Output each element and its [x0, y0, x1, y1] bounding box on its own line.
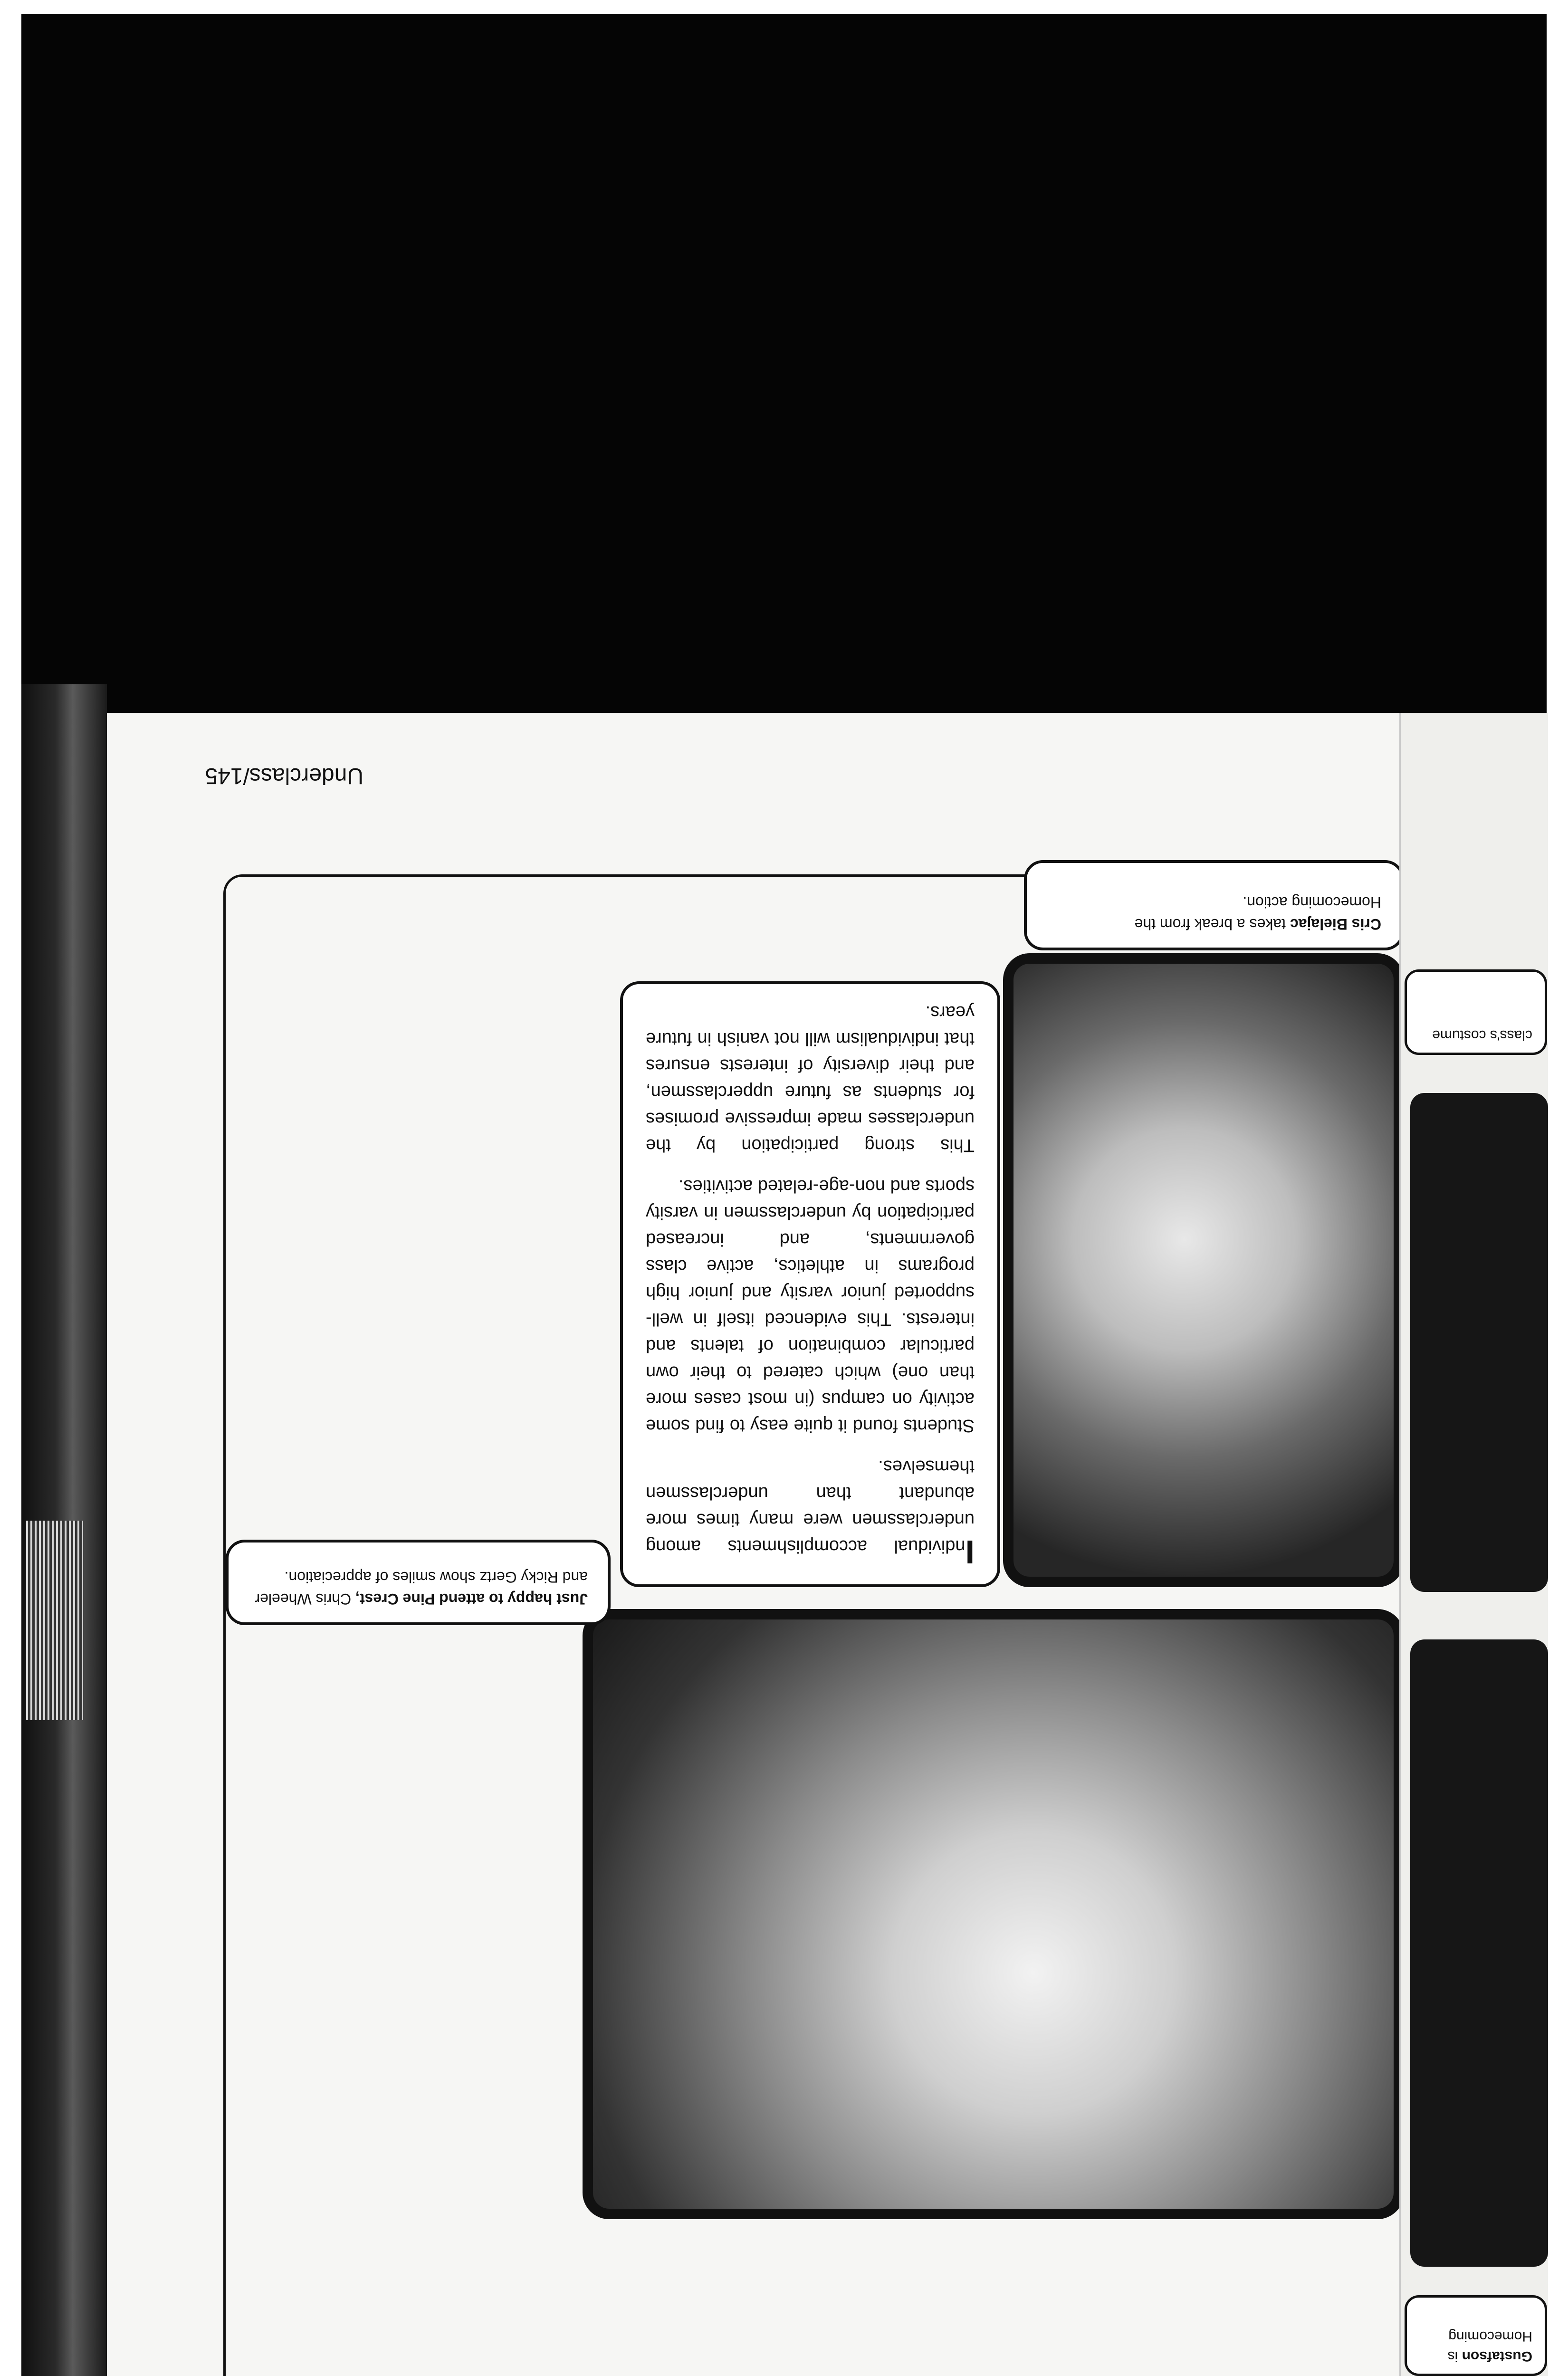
opposite-caption-bottom — [1405, 2295, 1547, 2376]
opposite-caption-word: is — [1447, 2348, 1458, 2364]
caption-name: Cris Bielajac — [1290, 916, 1381, 933]
opposite-caption-line2: Homecoming — [1448, 2328, 1532, 2344]
caption-text: Chris Wheeler and Ricky Gertz show smiles of appreciation. — [255, 1569, 588, 1608]
photo-cris-bielajac — [1003, 953, 1404, 1587]
rotated-content — [107, 713, 1423, 2376]
drop-cap: I — [965, 1533, 975, 1571]
page-folio: Underclass/145 — [205, 763, 363, 788]
opposite-photo-bottom — [1410, 1639, 1548, 2267]
spine-marks — [26, 1521, 83, 1720]
paragraph-1-text: ndividual accomplishments among underclassmen were many times more abundant than underclassmen themselves. — [646, 1456, 975, 1556]
caption-cris-bielajac — [1024, 860, 1404, 950]
caption-text: takes a break from the Homecoming action. — [1134, 894, 1381, 933]
opposite-caption-text: class's costume — [1432, 1027, 1532, 1043]
caption-wheeler-gertz — [226, 1540, 611, 1625]
paragraph-3: This strong participation by the underclasses made impressive promises for students as future upperclassmen, and their diversity of interests ensures that individualism will not vanish in future years. — [646, 1002, 975, 1155]
opposite-page-edge — [1399, 713, 1548, 2376]
opposite-caption-name: Gustafson — [1462, 2348, 1532, 2364]
photo-chris-wheeler-ricky-gertz — [583, 1609, 1404, 2219]
yearbook-page — [107, 713, 1423, 2376]
opposite-caption-top — [1405, 969, 1547, 1055]
paragraph-1 — [646, 1453, 975, 1571]
opposite-photo-top — [1410, 1093, 1548, 1592]
paragraph-2: Students found it quite easy to find some activity on campus (in most cases more than one) which catered to their own particular combination of talents and interests. This evidenced itself in well-supported junior varsity and junior high programs in athletics, active class governments, and increased participation by underclassmen in varsity sports and non-age-related activities. — [646, 1176, 975, 1436]
body-text-box — [620, 981, 1000, 1587]
caption-name: Just happy to attend Pine Crest, — [355, 1590, 588, 1608]
